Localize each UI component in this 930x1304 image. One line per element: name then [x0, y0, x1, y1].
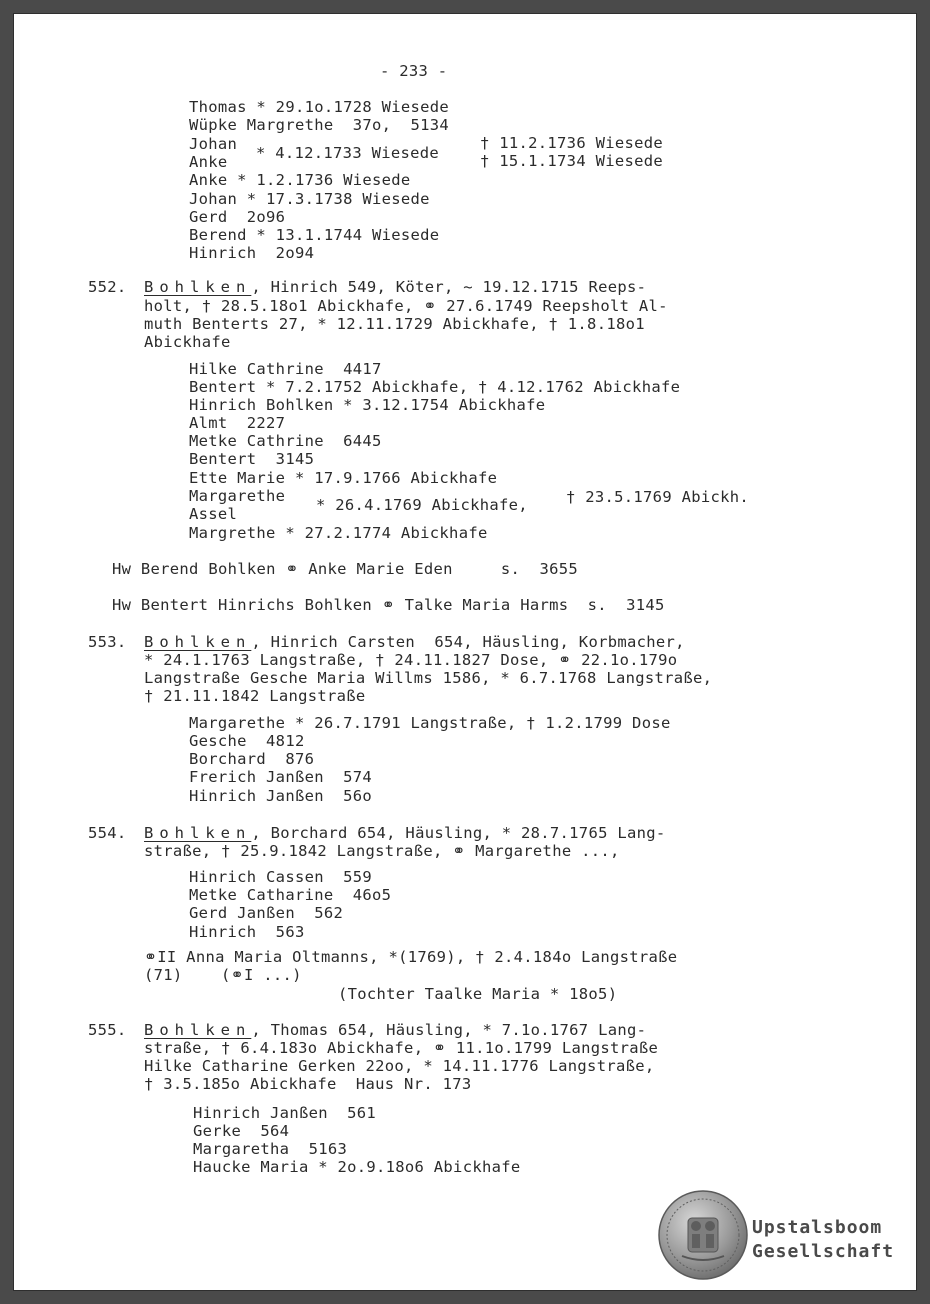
entry-header-line-1: Bohlken, Hinrich 549, Köter, ~ 19.12.1715 Reeps- [144, 278, 647, 296]
entry-header-line-2: holt, † 28.5.18o1 Abickhafe, ⚭ 27.6.1749 Reepsholt Al- [144, 297, 668, 315]
list-item: Haucke Maria * 2o.9.18o6 Abickhafe [193, 1158, 521, 1176]
society-seal-logo [658, 1190, 748, 1280]
list-item: Assel [189, 505, 238, 523]
list-item: Berend * 13.1.1744 Wiesede [189, 226, 440, 244]
list-item: Gesche 4812 [189, 732, 305, 750]
entry-header-line-1: Bohlken, Borchard 654, Häusling, * 28.7.1765 Lang- [144, 824, 666, 842]
page-number: - 233 - [380, 62, 448, 80]
entry-surname: Bohlken [144, 278, 252, 296]
list-item: Wüpke Margrethe 37o, 5134 [189, 116, 450, 134]
entry-number: 555. [88, 1021, 127, 1039]
list-item: Margrethe * 27.2.1774 Abickhafe [189, 524, 488, 542]
entry-header-line-2: straße, † 6.4.183o Abickhafe, ⚭ 11.1o.1799 Langstraße [144, 1039, 659, 1057]
list-item: Johan [189, 135, 238, 153]
list-item: Hinrich 563 [189, 923, 305, 941]
list-item-detail: * 4.12.1733 Wiesede [256, 144, 440, 162]
entry-header-line-3: Hilke Catharine Gerken 22oo, * 14.11.1776 Langstraße, [144, 1057, 655, 1075]
list-item: Anke * 1.2.1736 Wiesede [189, 171, 411, 189]
second-marriage-line-1: ⚭II Anna Maria Oltmanns, *(1769), † 2.4.184o Langstraße [144, 948, 678, 966]
entry-surname: Bohlken [144, 633, 252, 651]
entry-surname: Bohlken [144, 1021, 252, 1039]
entry-header-line-3: Langstraße Gesche Maria Willms 1586, * 6.7.1768 Langstraße, [144, 669, 713, 687]
list-item: Borchard 876 [189, 750, 315, 768]
list-item-detail: † 11.2.1736 Wiesede [480, 134, 664, 152]
list-item: Hinrich Cassen 559 [189, 868, 373, 886]
second-marriage-line-3: (Tochter Taalke Maria * 18o5) [338, 985, 618, 1003]
entry-number: 554. [88, 824, 127, 842]
society-name-line-1: Upstalsboom [752, 1217, 883, 1238]
list-item: Johan * 17.3.1738 Wiesede [189, 190, 430, 208]
society-name-line-2: Gesellschaft [752, 1241, 895, 1262]
list-item: Gerke 564 [193, 1122, 290, 1140]
list-item: Hinrich Bohlken * 3.12.1754 Abickhafe [189, 396, 546, 414]
list-item: Frerich Janßen 574 [189, 768, 373, 786]
list-item: Margarethe * 26.7.1791 Langstraße, † 1.2.1799 Dose [189, 714, 671, 732]
entry-number: 552. [88, 278, 127, 296]
entry-header-line-4: Abickhafe [144, 333, 231, 351]
list-item: Anke [189, 153, 228, 171]
list-item: Hilke Cathrine 4417 [189, 360, 382, 378]
list-item-detail: * 26.4.1769 Abickhafe, [316, 496, 528, 514]
document-page [14, 14, 916, 1290]
list-item: Hinrich Janßen 56o [189, 787, 373, 805]
entry-header-line-4: † 3.5.185o Abickhafe Haus Nr. 173 [144, 1075, 472, 1093]
list-item: Almt 2227 [189, 414, 286, 432]
list-item-detail: † 15.1.1734 Wiesede [480, 152, 664, 170]
list-item: Gerd Janßen 562 [189, 904, 344, 922]
entry-surname: Bohlken [144, 824, 252, 842]
entry-number: 553. [88, 633, 127, 651]
list-item: Metke Cathrine 6445 [189, 432, 382, 450]
list-item-detail: † 23.5.1769 Abickh. [566, 488, 750, 506]
list-item: Margarethe [189, 487, 286, 505]
list-item: Thomas * 29.1o.1728 Wiesede [189, 98, 450, 116]
entry-header-line-4: † 21.11.1842 Langstraße [144, 687, 366, 705]
list-item: Margaretha 5163 [193, 1140, 348, 1158]
second-marriage-line-2: (71) (⚭I ...) [144, 966, 302, 984]
entry-header-line-1: Bohlken, Thomas 654, Häusling, * 7.1o.1767 Lang- [144, 1021, 647, 1039]
entry-header-line-2: * 24.1.1763 Langstraße, † 24.11.1827 Dose, ⚭ 22.1o.179o [144, 651, 678, 669]
hw-note: Hw Berend Bohlken ⚭ Anke Marie Eden s. 3655 [112, 560, 578, 578]
hw-note: Hw Bentert Hinrichs Bohlken ⚭ Talke Maria Harms s. 3145 [112, 596, 665, 614]
list-item: Ette Marie * 17.9.1766 Abickhafe [189, 469, 498, 487]
society-name [752, 1216, 894, 1264]
list-item: Metke Catharine 46o5 [189, 886, 392, 904]
list-item: Hinrich 2o94 [189, 244, 315, 262]
list-item: Bentert * 7.2.1752 Abickhafe, † 4.12.1762 Abickhafe [189, 378, 681, 396]
entry-header-line-3: muth Benterts 27, * 12.11.1729 Abickhafe, † 1.8.18o1 [144, 315, 645, 333]
list-item: Hinrich Janßen 561 [193, 1104, 377, 1122]
entry-header-line-1: Bohlken, Hinrich Carsten 654, Häusling, Korbmacher, [144, 633, 685, 651]
entry-header-line-2: straße, † 25.9.1842 Langstraße, ⚭ Margarethe ..., [144, 842, 620, 860]
list-item: Bentert 3145 [189, 450, 315, 468]
list-item: Gerd 2o96 [189, 208, 286, 226]
